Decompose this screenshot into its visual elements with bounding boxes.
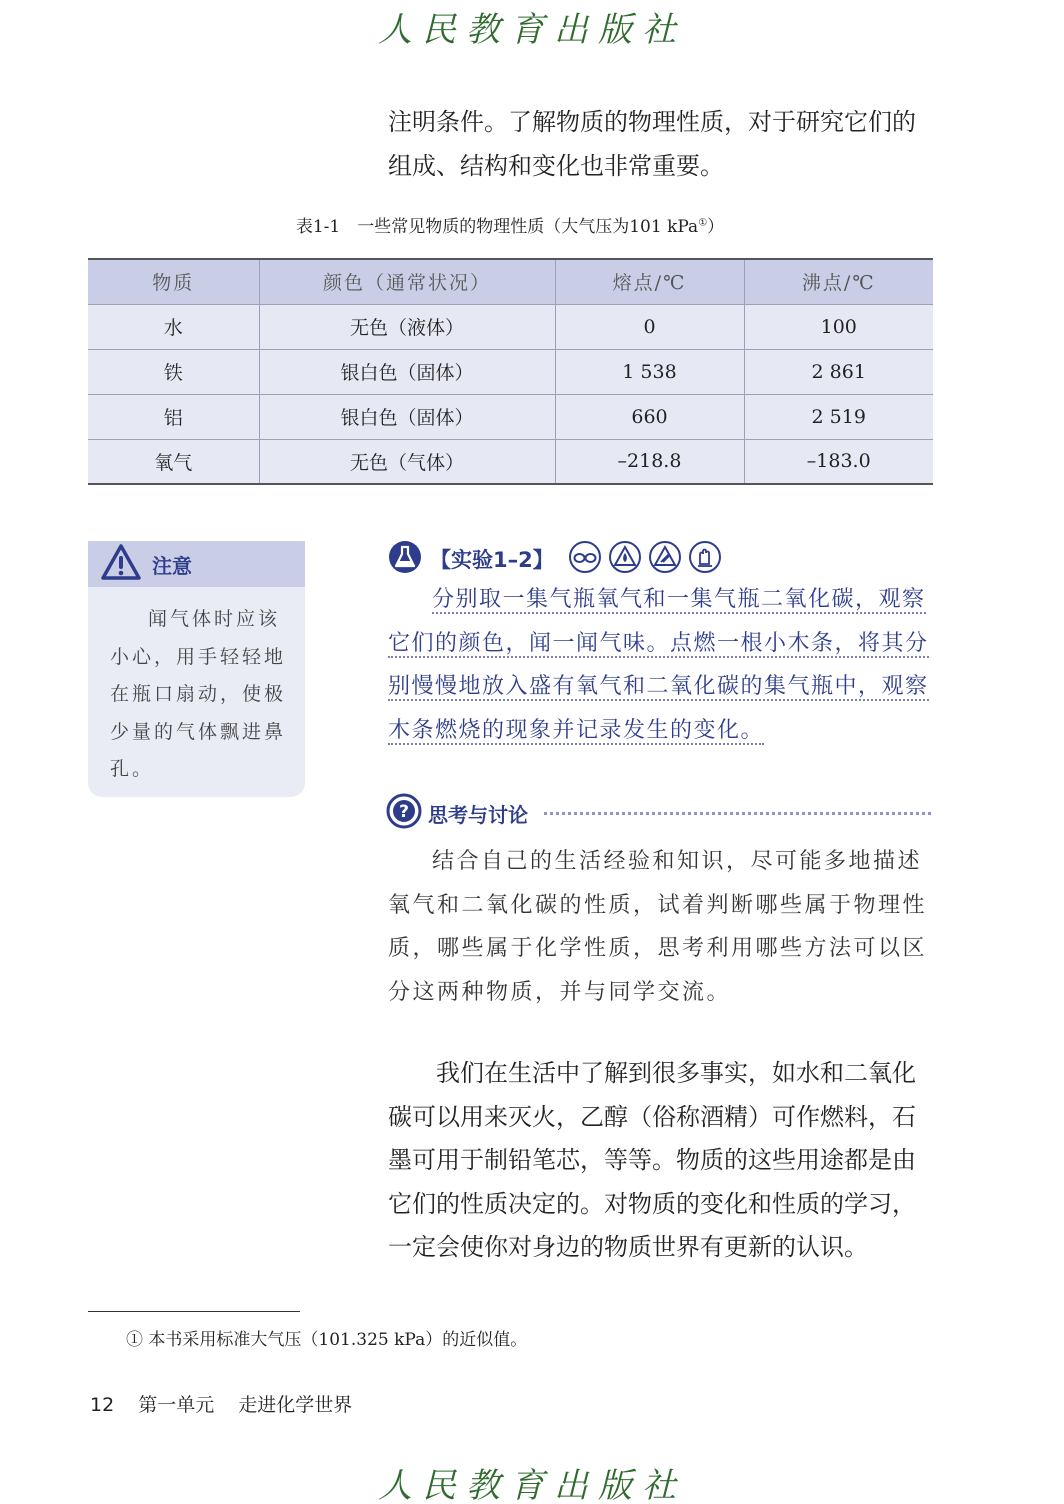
table-cell: –183.0: [744, 439, 933, 484]
table-cell: 2 519: [744, 394, 933, 439]
intro-paragraph: 注明条件。了解物质的物理性质，对于研究它们的组成、结构和变化也非常重要。: [388, 108, 916, 180]
caution-note-title: 注意: [152, 553, 192, 578]
table-row: [88, 439, 933, 484]
table-row: [88, 394, 933, 439]
flask-icon: [388, 540, 422, 578]
unit-title: 走进化学世界: [238, 1394, 353, 1416]
table-cell: 铝: [88, 394, 259, 439]
table-cell: 无色（液体）: [259, 304, 555, 349]
unit-label: 第一单元: [138, 1394, 215, 1416]
table-cell: 银白色（固体）: [259, 349, 555, 394]
dotted-divider: [544, 812, 931, 815]
publisher-logo-top: 人民教育出版社: [378, 10, 686, 50]
table-cell: 1 538: [555, 349, 744, 394]
table-cell: 无色（气体）: [259, 439, 555, 484]
warning-icon: [100, 543, 142, 585]
table-cell: 银白色（固体）: [259, 394, 555, 439]
properties-table: [88, 258, 933, 485]
publisher-logo-bottom: 人民教育出版社: [378, 1466, 686, 1504]
table-cell: 2 861: [744, 349, 933, 394]
table-cell: 0: [555, 304, 744, 349]
table-row: [88, 304, 933, 349]
caution-note-header: [88, 541, 305, 587]
experiment-header: [388, 541, 722, 577]
caution-note-box: [88, 541, 305, 797]
heat-warning-icon: [648, 540, 682, 578]
column-header: 沸点/℃: [744, 259, 933, 304]
experiment-text: 分别取一集气瓶氧气和一集气瓶二氧化碳，观察它们的颜色，闻一闻气味。点燃一根小木条，将其分别慢慢地放入盛有氧气和二氧化碳的集气瓶中，观察木条燃烧的现象并记录发生的变化。: [388, 587, 929, 743]
table-cell: –218.8: [555, 439, 744, 484]
discussion-title: 思考与讨论: [428, 802, 528, 827]
body-paragraph: 我们在生活中了解到很多事实，如水和二氧化碳可以用来灭火，乙醇（俗称酒精）可作燃料，石墨可用于制铅笔芯，等等。物质的这些用途都是由它们的性质决定的。对物质的变化和性质的学习，一定会使你对身边的物质世界有更新的认识。: [388, 1059, 916, 1261]
flame-warning-icon: [608, 540, 642, 578]
table-row: [88, 349, 933, 394]
table-cell: 氧气: [88, 439, 259, 484]
page-footer: [90, 1390, 352, 1417]
table-cell: 660: [555, 394, 744, 439]
footnote-marker: ①: [698, 217, 708, 229]
footnote-rule: [88, 1311, 300, 1312]
table-cell: 水: [88, 304, 259, 349]
footnote: ① 本书采用标准大气压（101.325 kPa）的近似值。: [126, 1330, 528, 1350]
column-header: 颜色（通常状况）: [259, 259, 555, 304]
question-icon: [386, 793, 422, 833]
caution-note-text: 闻气体时应该小心，用手轻轻地在瓶口扇动，使极少量的气体飘进鼻孔。: [110, 608, 287, 780]
table-cell: 铁: [88, 349, 259, 394]
hand-wash-icon: [688, 540, 722, 578]
column-header: 物质: [88, 259, 259, 304]
svg-text:?: ?: [399, 802, 409, 822]
page-number: 12: [90, 1394, 115, 1416]
table-caption: 表1-1 一些常见物质的物理性质（大气压为101 kPa①）: [295, 217, 725, 237]
discussion-header: [386, 795, 931, 831]
goggles-icon: [568, 540, 602, 578]
table-cell: 100: [744, 304, 933, 349]
discussion-text: 结合自己的生活经验和知识，尽可能多地描述氧气和二氧化碳的性质，试着判断哪些属于物理性质，哪些属于化学性质，思考利用哪些方法可以区分这两种物质，并与同学交流。: [388, 849, 928, 1005]
experiment-title: 【实验1–2】: [430, 548, 554, 572]
safety-icons: [568, 540, 722, 578]
column-header: 熔点/℃: [555, 259, 744, 304]
table-header-row: [88, 259, 933, 304]
